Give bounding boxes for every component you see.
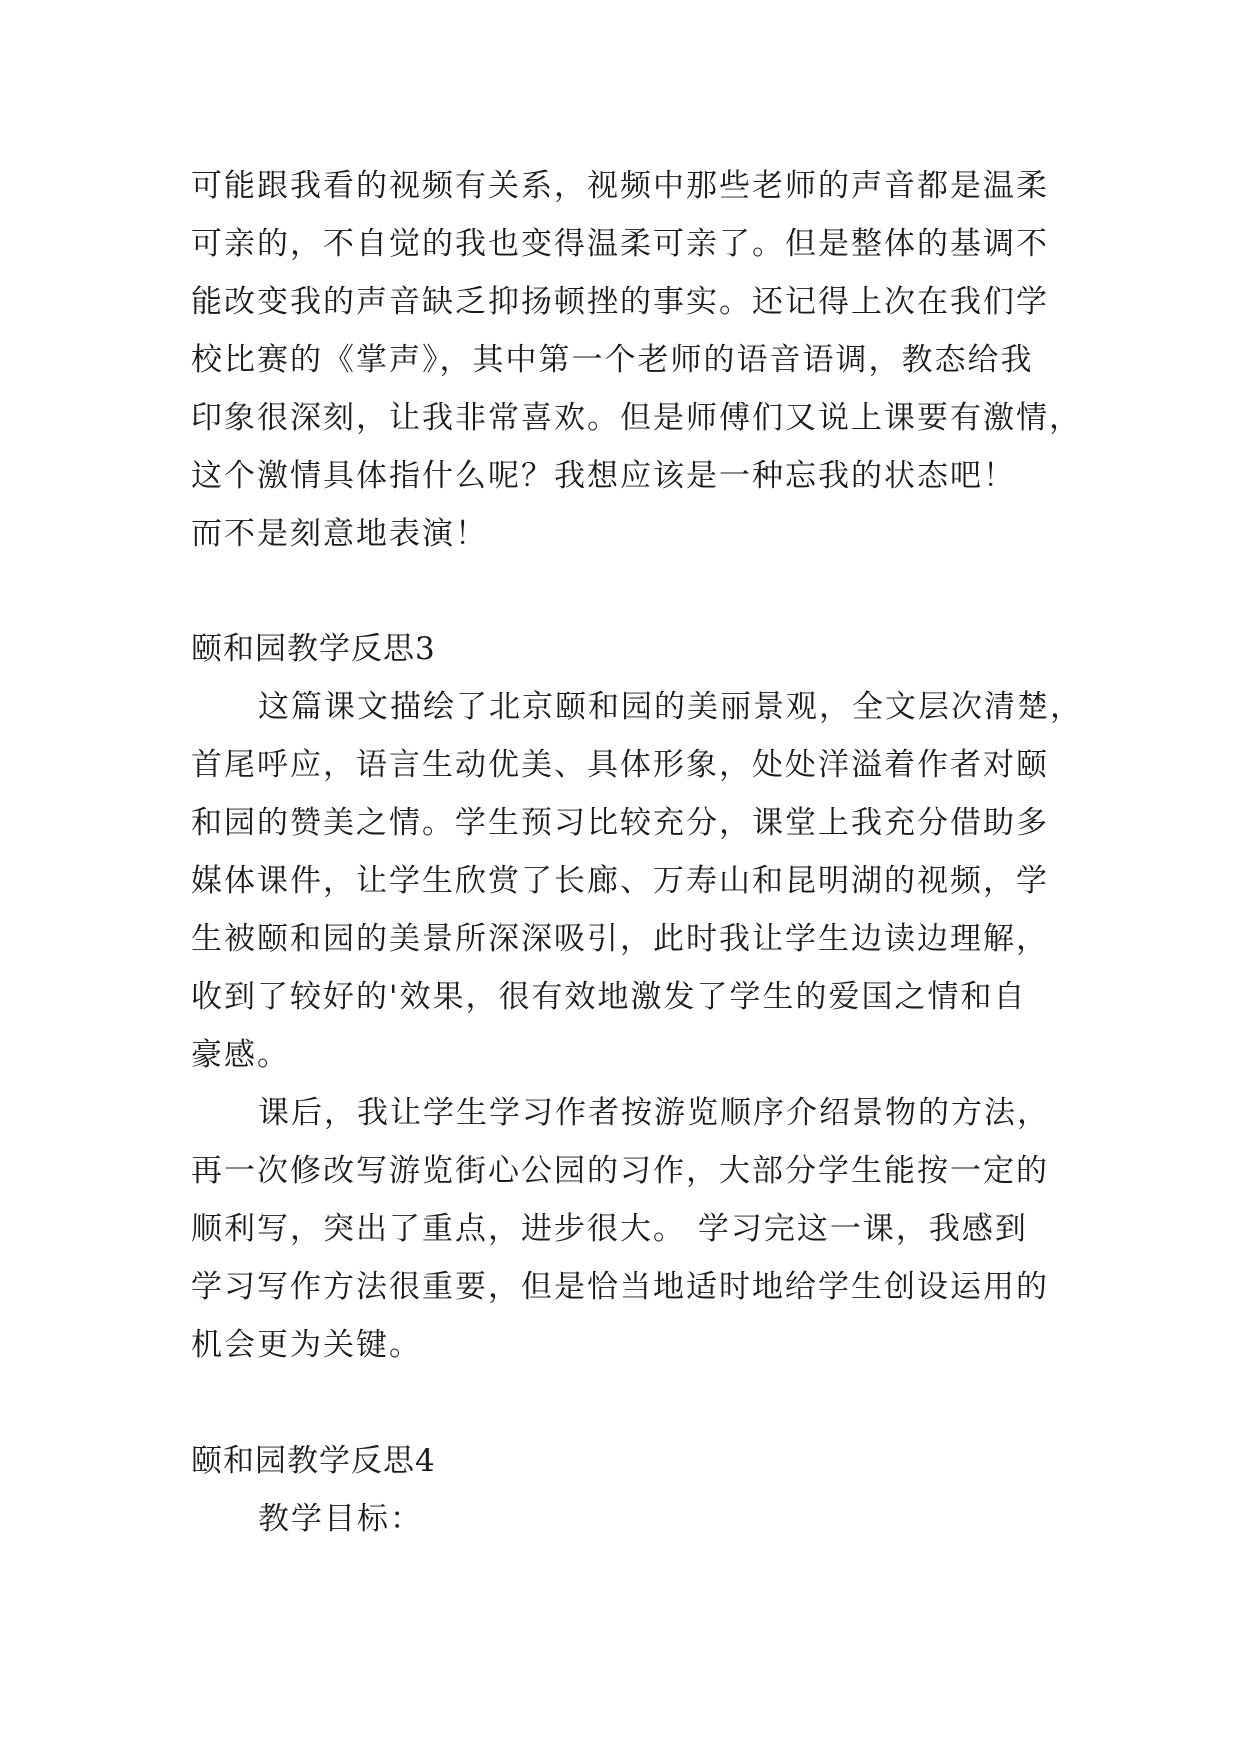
text-line: 印象很深刻，让我非常喜欢。但是师傅们又说上课要有激情， xyxy=(191,400,1082,436)
text-line: 课后，我让学生学习作者按游览顺序介绍景物的方法， xyxy=(258,1095,1050,1131)
text-line: 能改变我的声音缺乏抑扬顿挫的事实。还记得上次在我们学 xyxy=(191,284,1049,320)
text-line: 首尾呼应，语言生动优美、具体形象，处处洋溢着作者对颐 xyxy=(191,747,1049,783)
text-line: 可能跟我看的视频有关系，视频中那些老师的声音都是温柔 xyxy=(191,168,1049,204)
text-line: 教学目标： xyxy=(258,1501,423,1537)
text-line: 顺利写，突出了重点，进步很大。 学习完这一课，我感到 xyxy=(191,1211,1028,1247)
section-heading: 颐和园教学反思4 xyxy=(191,1443,436,1479)
text-line: 这个激情具体指什么呢？我想应该是一种忘我的状态吧！ xyxy=(191,458,1016,494)
text-line: 生被颐和园的美景所深深吸引，此时我让学生边读边理解， xyxy=(191,921,1049,957)
text-line: 可亲的，不自觉的我也变得温柔可亲了。但是整体的基调不 xyxy=(191,226,1049,262)
text-line: 这篇课文描绘了北京颐和园的美丽景观，全文层次清楚， xyxy=(258,689,1083,725)
text-line: 校比赛的《掌声》，其中第一个老师的语音语调，教态给我 xyxy=(191,342,1034,378)
section-heading: 颐和园教学反思3 xyxy=(191,631,436,667)
text-line: 收到了较好的'效果，很有效地激发了学生的爱国之情和自 xyxy=(191,979,1027,1015)
text-line: 再一次修改写游览街心公园的习作，大部分学生能按一定的 xyxy=(191,1153,1049,1189)
text-line: 而不是刻意地表演！ xyxy=(191,516,488,552)
text-line: 机会更为关键。 xyxy=(191,1327,422,1363)
text-line: 媒体课件，让学生欣赏了长廊、万寿山和昆明湖的视频，学 xyxy=(191,863,1049,899)
text-line: 和园的赞美之情。学生预习比较充分，课堂上我充分借助多 xyxy=(191,805,1049,841)
text-line: 学习写作方法很重要，但是恰当地适时地给学生创设运用的 xyxy=(191,1269,1049,1305)
text-line: 豪感。 xyxy=(191,1037,290,1073)
